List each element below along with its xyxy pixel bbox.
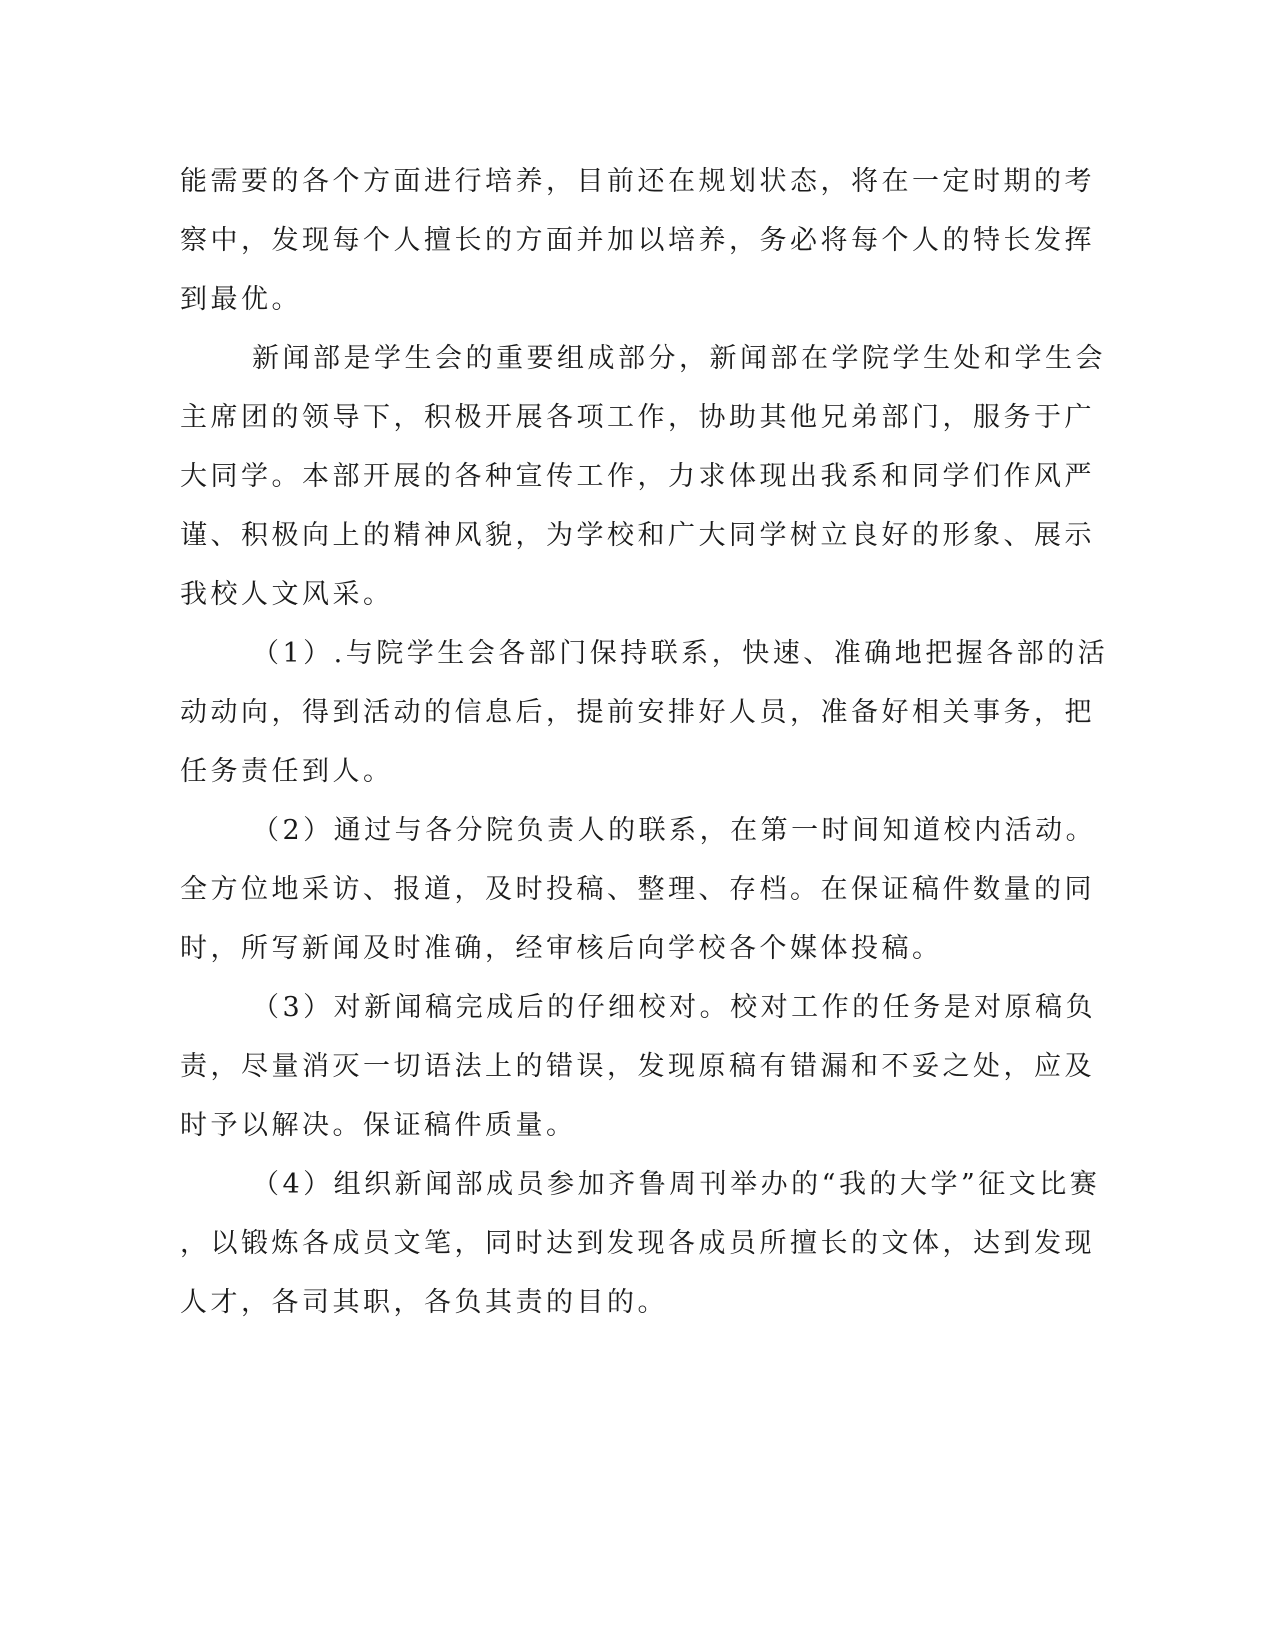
text-line: 时，所写新闻及时准确，经审核后向学校各个媒体投稿。 — [180, 933, 943, 964]
text-line: 人才，各司其职，各负其责的目的。 — [180, 1287, 668, 1318]
document-body — [180, 152, 1109, 1332]
text-line: 任务责任到人。 — [180, 756, 394, 787]
text-line: 大同学。本部开展的各种宣传工作，力求体现出我系和同学们作风严 — [180, 461, 1095, 492]
paragraph — [180, 329, 1106, 624]
paragraph — [180, 801, 1097, 978]
text-line: 察中，发现每个人擅长的方面并加以培养，务必将每个人的特长发挥 — [180, 225, 1095, 256]
text-line: （4）组织新闻部成员参加齐鲁周刊举办的“我的大学”征文比赛 — [252, 1169, 1101, 1200]
text-line: 动动向，得到活动的信息后，提前安排好人员，准备好相关事务，把 — [180, 697, 1095, 728]
text-line: 谨、积极向上的精神风貌，为学校和广大同学树立良好的形象、展示 — [180, 520, 1095, 551]
paragraph — [180, 624, 1109, 801]
text-line: （1）.与院学生会各部门保持联系，快速、准确地把握各部的活 — [252, 638, 1109, 669]
text-line: 主席团的领导下，积极开展各项工作，协助其他兄弟部门，服务于广 — [180, 402, 1095, 433]
paragraph — [180, 1155, 1101, 1332]
text-line: 到最优。 — [180, 284, 302, 315]
paragraph — [180, 152, 1095, 329]
text-line: 责，尽量消灭一切语法上的错误，发现原稿有错漏和不妥之处，应及 — [180, 1051, 1095, 1082]
text-line: 全方位地采访、报道，及时投稿、整理、存档。在保证稿件数量的同 — [180, 874, 1095, 905]
text-line: ，以锻炼各成员文笔，同时达到发现各成员所擅长的文体，达到发现 — [180, 1228, 1095, 1259]
text-line: 新闻部是学生会的重要组成部分，新闻部在学院学生处和学生会 — [252, 343, 1106, 374]
text-line: 我校人文风采。 — [180, 579, 394, 610]
text-line: （3）对新闻稿完成后的仔细校对。校对工作的任务是对原稿负 — [252, 992, 1097, 1023]
text-line: （2）通过与各分院负责人的联系，在第一时间知道校内活动。 — [252, 815, 1097, 846]
paragraph — [180, 978, 1097, 1155]
text-line: 能需要的各个方面进行培养，目前还在规划状态，将在一定时期的考 — [180, 166, 1095, 197]
text-line: 时予以解决。保证稿件质量。 — [180, 1110, 577, 1141]
